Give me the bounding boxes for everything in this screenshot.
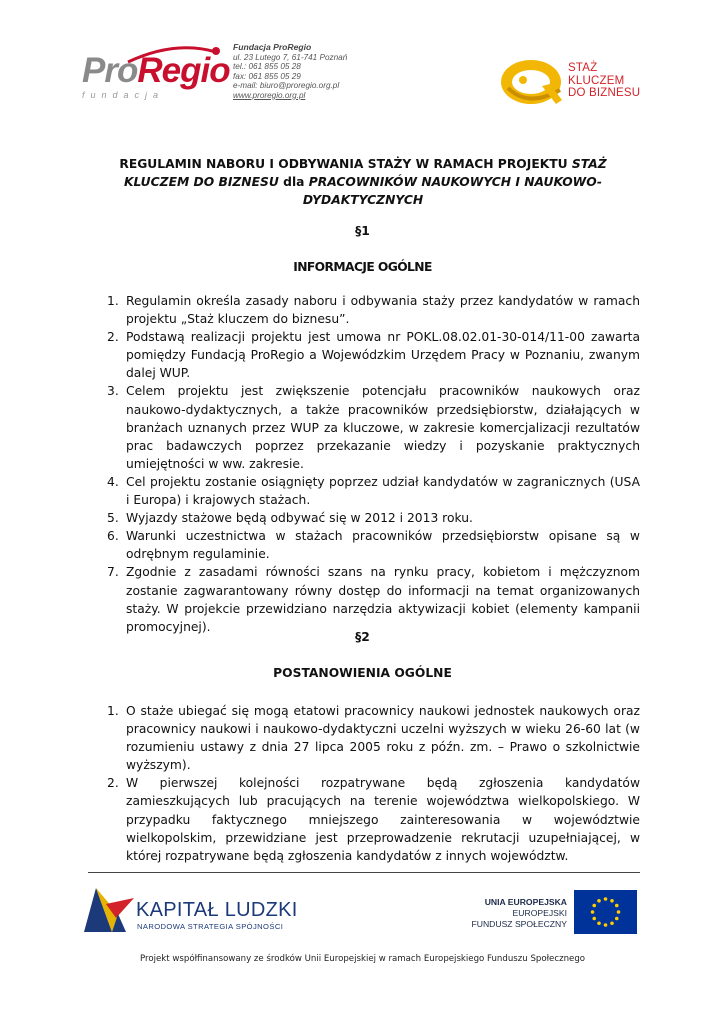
- eu-star-icon: [591, 910, 595, 914]
- section-1-list: [100, 292, 640, 636]
- title-part-3: dla: [278, 175, 309, 189]
- eu-star-icon: [615, 917, 619, 921]
- footer-divider: [88, 872, 640, 873]
- eu-text-block: [460, 897, 567, 930]
- list-item: 2. Podstawą realizacji projektu jest umowa nr POKL.08.02.01-30-014/11-00 zawarta pomiędzy Fundacją ProRegio a Wojewódzkim Urzędem Pracy w Poznaniu, zwanym dalej WUP.: [107, 330, 640, 381]
- eu-line-2: EUROPEJSKI: [512, 908, 567, 918]
- logo-word-pro: Pro: [82, 51, 138, 90]
- list-item: 2. W pierwszej kolejności rozpatrywane będą zgłoszenia kandydatów zamieszkujących lub pracujących na terenie województwa wielkopolskiego. W przypadku faktycznego mniejszego zainteresowania w województwie wielkopolskim, przewidziane jest przeprowadzenie rekrutacji uzupełniającej, w której rozpatrywane będą zgłoszenia kandydatów z innych województw.: [107, 776, 640, 863]
- eu-star-icon: [610, 899, 614, 903]
- org-tel: tel.: 061 855 05 28: [233, 62, 301, 72]
- title-part-2: STAŻ KLUCZEM DO BIZNESU: [123, 157, 607, 189]
- section-1-heading: INFORMACJE OGÓLNE: [293, 260, 432, 274]
- staz-line-1: STAŻ: [568, 62, 598, 74]
- list-item: 6. Warunki uczestnictwa w stażach pracowników przedsiębiorstw opisane są w odrębnym regulaminie.: [107, 529, 640, 562]
- org-name: Fundacja ProRegio: [233, 42, 312, 52]
- org-fax: fax: 061 855 05 29: [233, 71, 301, 81]
- section-1-number: §1: [355, 224, 370, 238]
- eu-star-icon: [597, 921, 601, 925]
- list-item: 4. Cel projektu zostanie osiągnięty poprzez udział kandydatów w zagranicznych (USA i Europa) i krajowych stażach.: [107, 474, 640, 508]
- section-2-list: [100, 702, 640, 865]
- logo-subtitle: fundacja: [82, 90, 165, 100]
- proregio-logo: [80, 44, 230, 104]
- list-item: 1. O staże ubiegać się mogą etatowi pracownicy naukowi jednostek naukowych oraz pracownicy naukowi i naukowo-dydaktyczni uczelni wyższych w wieku 26-60 lat (w rozumieniu ustawy z dnia 27 lipca 2005 roku z późn. zm. – Prawo o szkolnictwie wyższym).: [107, 704, 640, 773]
- title-part-4: PRACOWNIKÓW NAUKOWYCH I NAUKOWO-DYDAKTYCZNYCH: [302, 175, 603, 207]
- eu-star-icon: [604, 897, 608, 901]
- cofinancing-note: Projekt współfinansowany ze środków Unii Europejskiej w ramach Europejskiego Funduszu Społecznego: [139, 954, 586, 964]
- eu-star-icon: [592, 904, 596, 908]
- eu-line-1: UNIA EUROPEJSKA: [484, 897, 567, 907]
- section-2-heading: POSTANOWIENIA OGÓLNE: [273, 666, 452, 680]
- list-item: 1. Regulamin określa zasady naboru i odbywania staży przez kandydatów w ramach projektu „Staż kluczem do biznesu”.: [107, 294, 640, 327]
- kapital-ludzki-title: KAPITAŁ LUDZKI: [136, 899, 298, 921]
- list-item: 5. Wyjazdy stażowe będą odbywać się w 2012 i 2013 roku.: [107, 511, 473, 526]
- staz-line-2: KLUCZEM: [568, 74, 625, 87]
- eu-flag-icon: [574, 890, 637, 934]
- kapital-ludzki-emblem-icon: [82, 884, 142, 934]
- list-item: 3. Celem projektu jest zwiększenie potencjału pracowników naukowych oraz naukowo-dydaktycznych, a także pracowników przedsiębiorstw, działających w branżach uznanych przez WUP za kluczowe, w zakresie komercjalizacji rezultatów prac badawczych poprzez przekazanie wiedzy i pozyskanie praktycznych umiejętności w ww. zakresie.: [107, 384, 640, 471]
- logo-word-regio: Regio: [137, 51, 230, 90]
- org-email[interactable]: e-mail: biuro@proregio.org.pl: [233, 81, 340, 91]
- title-part-1: REGULAMIN NABORU I ODBYWANIA STAŻY W RAMACH PROJEKTU: [119, 157, 572, 171]
- eu-star-icon: [615, 904, 619, 908]
- staz-logo-text: [568, 62, 640, 100]
- eu-star-icon: [604, 923, 608, 927]
- eu-line-3: FUNDUSZ SPOŁECZNY: [471, 919, 567, 929]
- eu-star-icon: [597, 899, 601, 903]
- section-2-number: §2: [355, 630, 370, 644]
- eu-star-icon: [610, 921, 614, 925]
- kapital-ludzki-subtitle: NARODOWA STRATEGIA SPÓJNOŚCI: [137, 922, 284, 931]
- list-item: 7. Zgodnie z zasadami równości szans na rynku pracy, kobietom i mężczyznom zostanie zagwarantowany równy dostęp do informacji na temat organizowanych staży. W projekcie przewidziano narzędzia aktywizacji kobiet (elementy kampanii promocyjnej).: [107, 565, 640, 634]
- eu-star-icon: [592, 917, 596, 921]
- contact-block: [233, 43, 347, 101]
- org-address: ul. 23 Lutego 7, 61-741 Poznań: [233, 52, 348, 62]
- staz-line-3: DO BIZNESU: [568, 87, 641, 99]
- org-website-link[interactable]: www.proregio.org.pl: [233, 90, 306, 100]
- eu-star-icon: [617, 910, 621, 914]
- document-title: [100, 155, 626, 209]
